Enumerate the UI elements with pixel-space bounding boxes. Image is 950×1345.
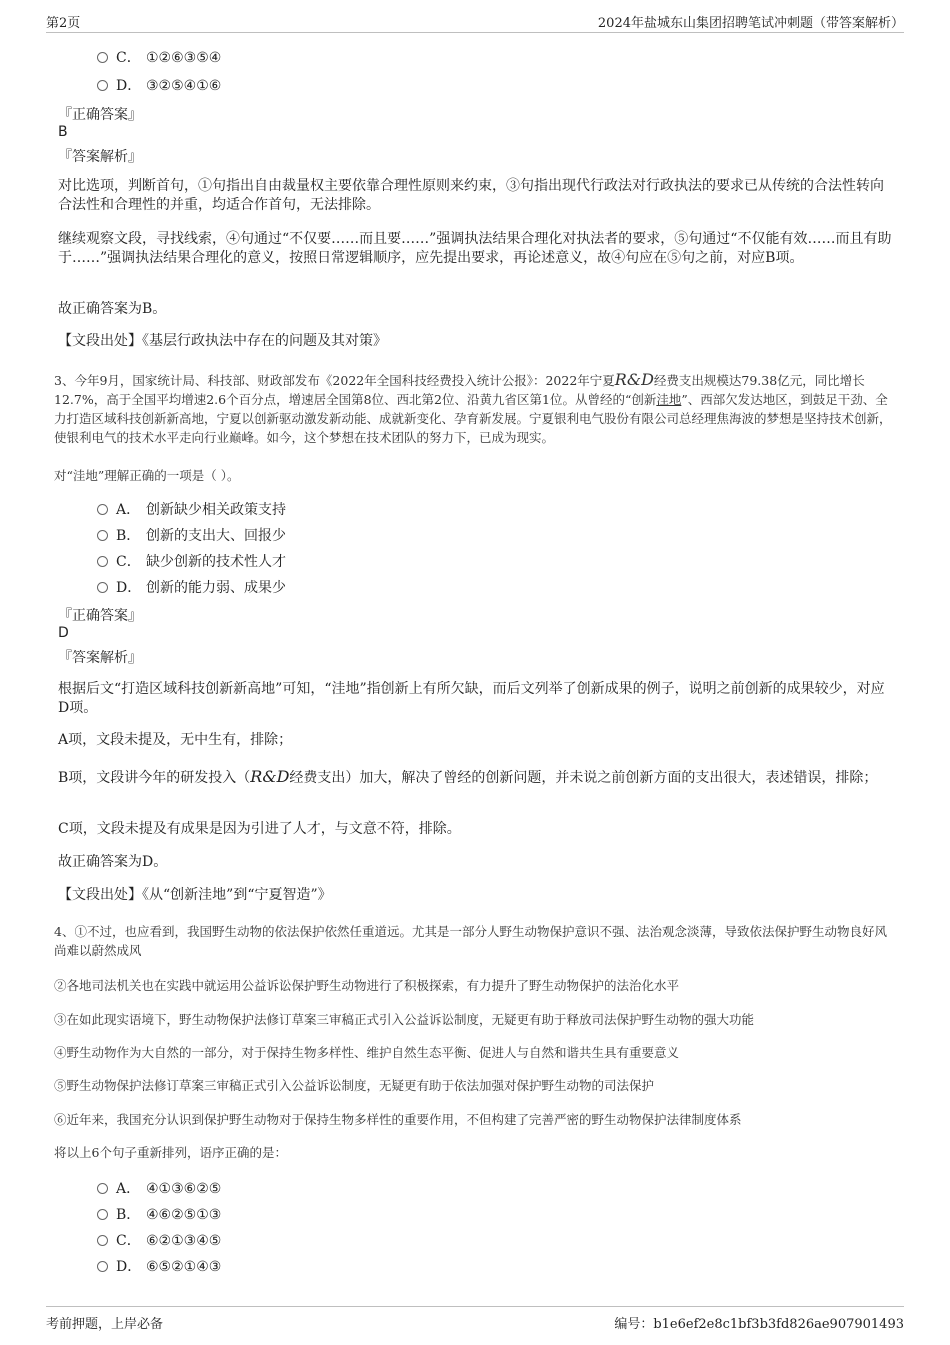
underlined-term: 洼地: [656, 392, 682, 407]
option-a[interactable]: A． 创新缺少相关政策支持: [97, 501, 286, 519]
radio-icon[interactable]: [97, 582, 108, 593]
document-id: 编号：b1e6ef2e8c1bf3b3fd826ae907901493: [614, 1317, 904, 1332]
question-4-sentence-5: ⑤野生动物保护法修订草案三审稿正式引入公益诉讼制度，无疑更有助于依法加强对保护野生动物的司法保护: [54, 1078, 655, 1093]
analysis-paragraph: C项，文段未提及有成果是因为引进了人才，与文意不符，排除。: [58, 821, 461, 837]
option-c[interactable]: C． 缺少创新的技术性人才: [97, 553, 286, 571]
analysis-paragraph: 继续观察文段，寻找线索，④句通过“不仅要……而且要……”强调执法结果合理化对执法者的要求，⑤句通过“不仅能有效……而且有助于……”强调执法结果合理化的意义，按照日常逻辑顺序，应先提出要求，再论述意义，故④句应在⑤句之前，对应B项。: [58, 231, 892, 266]
analysis-conclusion: 故正确答案为D。: [58, 854, 168, 870]
question-4-sentence-1: 4、①不过，也应看到，我国野生动物的依法保护依然任重道远。尤其是一部分人野生动物保护意识不强、法治观念淡薄，导致依法保护野生动物良好风尚难以蔚然成风: [54, 924, 887, 958]
analysis-paragraph: A项，文段未提及，无中生有，排除；: [58, 732, 293, 748]
question-4-prompt: 将以上6个句子重新排列，语序正确的是：: [54, 1145, 287, 1160]
footer-slogan: 考前押题，上岸必备: [46, 1317, 164, 1332]
question-3-stem: 3、今年9月，国家统计局、科技部、财政部发布《2022年全国科技经费投入统计公报》：2022年宁夏R&D经费支出规模达79.38亿元，同比增长12.7%，高于全国平均增速2.6个百分点，增速居全国第8位、西北第2位、沿黄九省区第1位。从曾经的“创新洼地”、西部欠发达地区，到鼓足干劲、全力打造区域科技创新新高地，宁夏以创新驱动激发新动能、成就新变化、孕育新发展。宁夏银利电气股份有限公司总经理焦海波的梦想是坚持技术创新，使银利电气的技术水平走向行业巅峰。如今，这个梦想在技术团队的努力下，已成为现实。: [54, 370, 892, 445]
option-c[interactable]: C． ⑥②①③④⑤: [97, 1232, 221, 1250]
radio-icon[interactable]: [97, 1209, 108, 1220]
rd-formula: R&D: [250, 767, 290, 786]
option-b[interactable]: B． ④⑥②⑤①③: [97, 1206, 221, 1224]
radio-icon[interactable]: [97, 556, 108, 567]
radio-icon[interactable]: [97, 80, 108, 91]
document-title: 2024年盐城东山集团招聘笔试冲刺题（带答案解析）: [597, 16, 904, 31]
rd-formula: R&D: [614, 370, 654, 389]
radio-icon[interactable]: [97, 504, 108, 515]
radio-icon[interactable]: [97, 52, 108, 63]
page-header: [46, 10, 904, 33]
analysis-heading: 『答案解析』: [58, 149, 142, 165]
answer-heading: 『正确答案』: [58, 608, 142, 624]
radio-icon[interactable]: [97, 1183, 108, 1194]
option-d[interactable]: D． ③②⑤④①⑥: [97, 77, 221, 95]
analysis-paragraph: 根据后文“打造区域科技创新新高地”可知，“洼地”指创新上有所欠缺，而后文列举了创新成果的例子，说明之前创新的成果较少，对应D项。: [58, 681, 885, 716]
option-d[interactable]: D． 创新的能力弱、成果少: [97, 579, 286, 597]
source-citation: 【文段出处】《基层行政执法中存在的问题及其对策》: [58, 333, 387, 349]
question-4-sentence-6: ⑥近年来，我国充分认识到保护野生动物对于保持生物多样性的重要作用，不但构建了完善严密的野生动物保护法律制度体系: [54, 1112, 742, 1127]
source-citation: 【文段出处】《从“创新洼地”到“宁夏智造”》: [58, 887, 332, 903]
analysis-paragraph: B项，文段讲今年的研发投入（R&D经费支出）加大，解决了曾经的创新问题，并未说之前创新方面的支出很大，表述错误，排除；: [58, 767, 878, 786]
option-b[interactable]: B． 创新的支出大、回报少: [97, 527, 286, 545]
option-c[interactable]: C． ①②⑥③⑤④: [97, 49, 221, 67]
answer-value: D: [58, 625, 69, 641]
question-4-sentence-3: ③在如此现实语境下，野生动物保护法修订草案三审稿正式引入公益诉讼制度，无疑更有助于释放司法保护野生动物的强大功能: [54, 1012, 755, 1027]
option-a[interactable]: A． ④①③⑥②⑤: [97, 1180, 221, 1198]
analysis-paragraph: 对比选项，判断首句，①句指出自由裁量权主要依靠合理性原则来约束，③句指出现代行政法对行政执法的要求已从传统的合法性转向合法性和合理性的并重，均适合作首句，无法排除。: [58, 178, 884, 213]
answer-value: B: [58, 124, 68, 140]
page-number: 第2页: [46, 16, 81, 31]
radio-icon[interactable]: [97, 1261, 108, 1272]
question-3-prompt: 对“洼地”理解正确的一项是（ ）。: [54, 468, 240, 483]
option-d[interactable]: D． ⑥⑤②①④③: [97, 1258, 221, 1276]
answer-heading: 『正确答案』: [58, 107, 142, 123]
question-4-sentence-2: ②各地司法机关也在实践中就运用公益诉讼保护野生动物进行了积极探索，有力提升了野生动物保护的法治化水平: [54, 978, 680, 993]
page-footer: [46, 1306, 904, 1337]
radio-icon[interactable]: [97, 530, 108, 541]
analysis-heading: 『答案解析』: [58, 650, 142, 666]
radio-icon[interactable]: [97, 1235, 108, 1246]
question-4-sentence-4: ④野生动物作为大自然的一部分，对于保持生物多样性、维护自然生态平衡、促进人与自然和谐共生具有重要意义: [54, 1045, 680, 1060]
analysis-conclusion: 故正确答案为B。: [58, 301, 167, 317]
